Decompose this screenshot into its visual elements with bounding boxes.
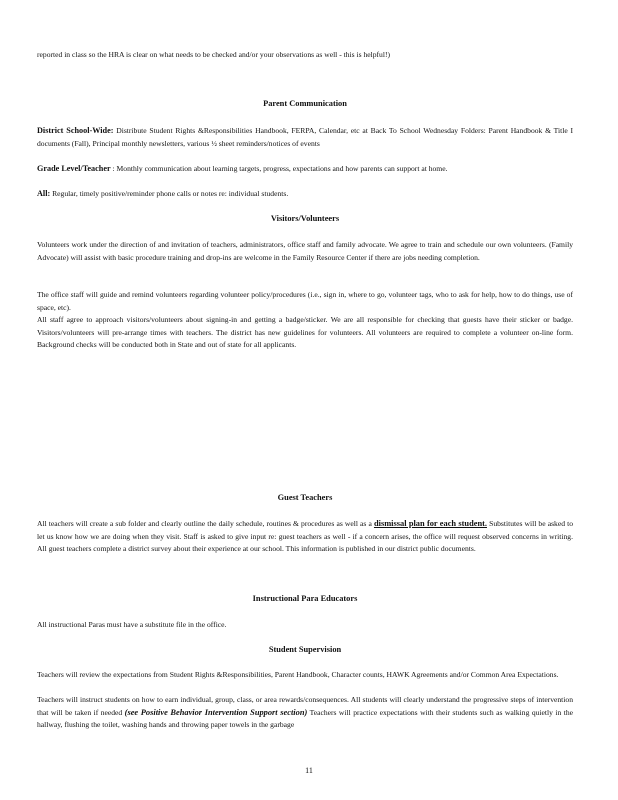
guest-teachers-paragraph [37, 518, 573, 556]
district-paragraph [37, 125, 573, 150]
visitors-heading: Visitors/Volunteers [270, 214, 340, 223]
grade-level-label: Grade Level/Teacher [37, 164, 111, 173]
page-number: 11 [305, 766, 313, 775]
grade-level-paragraph [37, 163, 573, 176]
intro-paragraph: reported in class so the HRA is clear on what needs to be checked and/or your observations as well - this is helpful!) [37, 50, 391, 59]
all-label: All: [37, 189, 51, 198]
all-paragraph [37, 188, 573, 201]
supervision-text-end: Teachers will practice expectations with their students such as walking quietly in the hallway, flushing the toilet, washing hands and throwing paper towels in the garbage [37, 707, 573, 729]
district-label: District School-Wide: [37, 126, 114, 135]
all-text: Regular, timely positive/reminder phone calls or notes re: individual students. [52, 189, 289, 198]
visitors-paragraph-2: The office staff will guide and remind volunteers regarding volunteer policy/procedures (i.e., sign in, where to go, volunteer tags, who to ask for help, how to do things, use of space, etc). [37, 290, 573, 312]
supervision-text-start: Teachers will instruct students on how to earn individual, group, class, or area rewards/consequences. All students will clearly understand the progressive steps of intervention that will be taken if needed [37, 695, 573, 717]
guest-teachers-text-end: Substitutes will be asked to let us know how we are doing when they visit. Staff is asked to give input re: guest teachers as well - if a concern arises, the office will request observed concerns in writing. All guest teachers complete a district survey about their experience at our school. This information is published in our district public documents. [37, 519, 573, 553]
visitors-paragraph-3: All staff agree to approach visitors/volunteers about signing-in and getting a badge/sticker. We are all responsible for checking that guests have their sticker or badge. Visitors/volunteers will pre-arrange times with teachers. The district has new guidelines for volunteers. All volunteers are required to complete a volunteer on-line form. Background checks will be conducted both in State and out of state for all applicants. [37, 315, 573, 349]
guest-teachers-text-start: All teachers will create a sub folder and clearly outline the daily schedule, routines & procedures as well as a [37, 519, 372, 528]
visitors-paragraph-1: Volunteers work under the direction of and invitation of teachers, administrators, office staff and family advocate. We agree to train and schedule our own volunteers. (Family Advocate) will assist with basic procedure training and drop-ins are welcome in the Family Resource Center if there are jobs needing completion. [37, 240, 573, 262]
parent-communication-heading: Parent Communication [263, 99, 347, 108]
dismissal-plan-emphasis: dismissal plan for each student. [373, 519, 487, 528]
supervision-heading: Student Supervision [268, 645, 342, 654]
paras-paragraph: All instructional Paras must have a substitute file in the office. [37, 620, 227, 629]
district-text: Distribute Student Rights &Responsibilities Handbook, FERPA, Calendar, etc at Back To School Wednesday Folders: Parent Handbook & Title I documents (Fall), Principal monthly newsletters, various ½ sheet reminders/notices of events [37, 126, 574, 148]
supervision-paragraph-1: Teachers will review the expectations from Student Rights &Responsibilities, Parent Handbook, Character counts, HAWK Agreements and/or Common Area Expectations. [37, 670, 559, 679]
guest-teachers-heading: Guest Teachers [277, 493, 333, 502]
supervision-paragraph-2 [37, 694, 573, 732]
paras-heading: Instructional Para Educators [252, 594, 358, 603]
grade-level-text: : Monthly communication about learning targets, progress, expectations and how parents can support at home. [112, 164, 448, 173]
pbis-reference: (see Positive Behavior Intervention Support section) [124, 707, 308, 717]
